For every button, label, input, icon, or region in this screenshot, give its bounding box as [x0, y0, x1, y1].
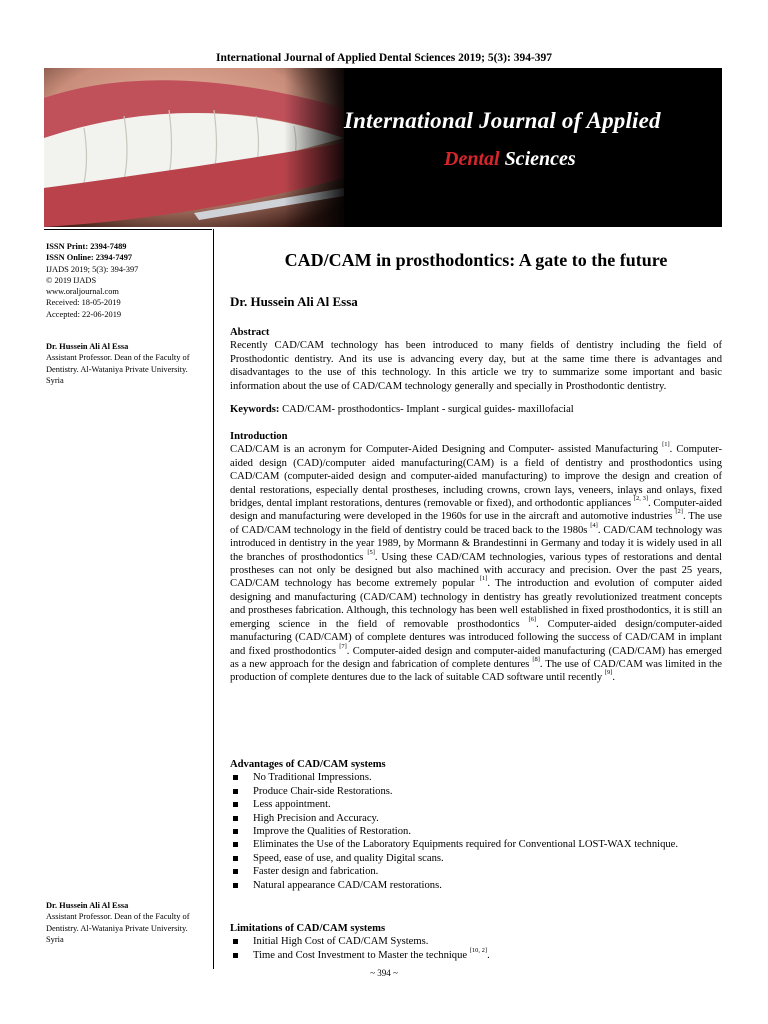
journal-header: International Journal of Applied Dental Sciences 2019; 5(3): 394-397 — [215, 52, 553, 64]
article-title: CAD/CAM in prosthodontics: A gate to the future — [284, 250, 668, 270]
introduction-text-segment: CAD/CAM is an acronym for Computer-Aided Designing and Computer- assisted Manufacturing — [230, 444, 663, 456]
citation-ref[interactable]: [5] — [367, 548, 375, 556]
keywords-label: Keywords: — [230, 404, 280, 415]
introduction-text-segment: . — [612, 672, 616, 684]
introduction-text-segment: . Computer-aided design and manufacturing were developed in the 1960s for use in the aircraft and automotive industries — [230, 498, 722, 523]
introduction-text-segment: . Using these CAD/CAM technologies, various types of restorations and dental prostheses can not only be designed but also machined with accuracy and precision. Over the past 25 years, CAD/CAM technology has become extremely popular — [230, 551, 722, 590]
keywords-section — [230, 403, 722, 416]
banner-title-red-word: Dental — [444, 148, 500, 170]
introduction-text-segment: . CAD/CAM technology was introduced in dentistry in the year 1989, by Mormann & Brandestinni in Germany and today it is widely used in all the branches of prosthodontics — [230, 524, 722, 563]
sidebar-author-affiliation: Assistant Professor. Dean of the Faculty of Dentistry. Al-Wataniya Private University. Syria — [46, 353, 190, 385]
page-number: ~ 394 ~ — [370, 968, 398, 978]
keywords-text: CAD/CAM- prosthodontics- Implant - surgical guides- maxillofacial — [279, 404, 574, 415]
citation-ref[interactable]: [2] — [675, 508, 683, 516]
citation-ref[interactable]: [2, 3] — [633, 495, 648, 503]
issn-online: ISSN Online: 2394-7497 — [46, 253, 133, 263]
copyright: © 2019 IJADS — [46, 275, 97, 285]
advantage-item: Natural appearance CAD/CAM restorations. — [230, 879, 722, 892]
advantages-heading: Advantages of CAD/CAM systems — [230, 759, 386, 770]
banner-subtitle — [444, 148, 576, 171]
limitation-item — [230, 946, 722, 962]
column-divider — [213, 229, 214, 969]
sidebar-author-block — [46, 341, 206, 386]
introduction-text-segment: . Computer-aided design/computer-aided manufacturing (CAD/CAM) of complete dentures was introduced following the success of CAD/CAM in implant and fixed prosthodontics — [230, 618, 723, 657]
received-date: Received: 18-05-2019 — [46, 298, 121, 308]
introduction-text-segment: . Computer-aided design (CAD)/computer aided manufacturing(CAM) is a field of dentistry and prosthodontics using CAD/CAM (computer-aided design and computer-aided manufacturing) to improve the design and creation of dental restorations, especially dental prostheses, including crowns, crown lays, veneers, inlays and onlays, fixed bridges, dental implant restorations, dentures (removable or fixed), and orthodontic appliances — [230, 444, 723, 510]
introduction-text-segment: . The introduction and evolution of computer aided designing and manufacturing (CAD/CAM) technology in dentistry has greatly revolutionized treatment concepts and prostheses fabrication. Although, this technology has been well established in fixed prosthodontics, it is still an emerging science in the field of removable prosthodontics — [230, 578, 722, 630]
citation-ref[interactable]: [9] — [604, 669, 613, 677]
sidebar-author-name: Dr. Hussein Ali Al Essa — [46, 342, 129, 351]
citation-ref[interactable]: [6] — [528, 615, 537, 623]
article-author: Dr. Hussein Ali Al Essa — [230, 294, 358, 309]
citation-ref[interactable]: [1] — [479, 575, 488, 583]
introduction-heading: Introduction — [230, 431, 288, 442]
banner-title-white-word: Sciences — [504, 148, 576, 170]
limitations-list — [230, 935, 722, 962]
sidebar-author-name: Dr. Hussein Ali Al Essa — [46, 901, 129, 910]
banner-title: International Journal of Applied — [344, 108, 661, 133]
advantage-item: No Traditional Impressions. — [230, 771, 722, 784]
introduction-text-segment: . The use of CAD/CAM technology in the field of dentistry could be traced back to the 1980s — [230, 511, 722, 536]
ijads-citation: IJADS 2019; 5(3): 394-397 — [46, 264, 139, 274]
advantages-list — [230, 771, 722, 892]
limitations-heading: Limitations of CAD/CAM systems — [230, 923, 386, 934]
advantage-item: Less appointment. — [230, 798, 722, 811]
sidebar-rule — [44, 229, 212, 230]
citation-ref[interactable]: [1] — [662, 441, 670, 449]
limitation-text: Time and Cost Investment to Master the technique — [253, 949, 470, 961]
limitations-section — [230, 922, 722, 962]
citation-ref[interactable]: [7] — [339, 642, 347, 650]
advantage-item: Improve the Qualities of Restoration. — [230, 825, 722, 838]
abstract-section — [230, 326, 722, 393]
sidebar-metadata — [46, 241, 206, 320]
abstract-heading: Abstract — [230, 327, 270, 338]
sidebar-author-block-footer — [46, 900, 206, 945]
sidebar-author-affiliation: Assistant Professor. Dean of the Faculty of Dentistry. Al-Wataniya Private University. Syria — [46, 912, 190, 944]
advantage-item: Faster design and fabrication. — [230, 865, 722, 878]
issn-print: ISSN Print: 2394-7489 — [46, 242, 127, 251]
introduction-text-segment: . The use of CAD/CAM was limited in the production of complete dentures due to the lack of suitable CAD software until recently — [230, 658, 722, 684]
introduction-text — [230, 443, 722, 684]
journal-banner — [44, 68, 722, 227]
website-link[interactable]: www.oraljournal.com — [46, 287, 119, 297]
limitation-text: Initial High Cost of CAD/CAM Systems. — [253, 936, 429, 948]
citation-ref[interactable]: [10, 2] — [469, 946, 488, 954]
smile-photo — [44, 68, 344, 227]
advantage-item: Speed, ease of use, and quality Digital scans. — [230, 852, 722, 865]
advantage-item: Produce Chair-side Restorations. — [230, 785, 722, 798]
introduction-section — [230, 430, 722, 685]
limitation-tail: . — [487, 949, 490, 961]
advantages-section — [230, 758, 722, 892]
citation-ref[interactable]: [8] — [532, 655, 540, 663]
advantage-item: High Precision and Accuracy. — [230, 812, 722, 825]
abstract-text: Recently CAD/CAM technology has been introduced to many fields of dentistry including the field of Prosthodontic dentistry. And its use is advancing every day, but at the same time there is advantages and disadvantages to the use of this technology. In this article we try to summarize some important and basic information about the use of CAD/CAM technology generally and specially in Prosthodontic dentistry. — [230, 340, 722, 392]
accepted-date: Accepted: 22-06-2019 — [46, 309, 122, 319]
advantage-item: Eliminates the Use of the Laboratory Equipments required for Conventional LOST-WAX technique. — [230, 838, 722, 851]
citation-ref[interactable]: [4] — [590, 521, 598, 529]
introduction-text-segment: . Computer-aided design and computer-aided manufacturing (CAD/CAM) has emerged as a new approach for the design and fabrication of complete dentures — [230, 645, 722, 670]
